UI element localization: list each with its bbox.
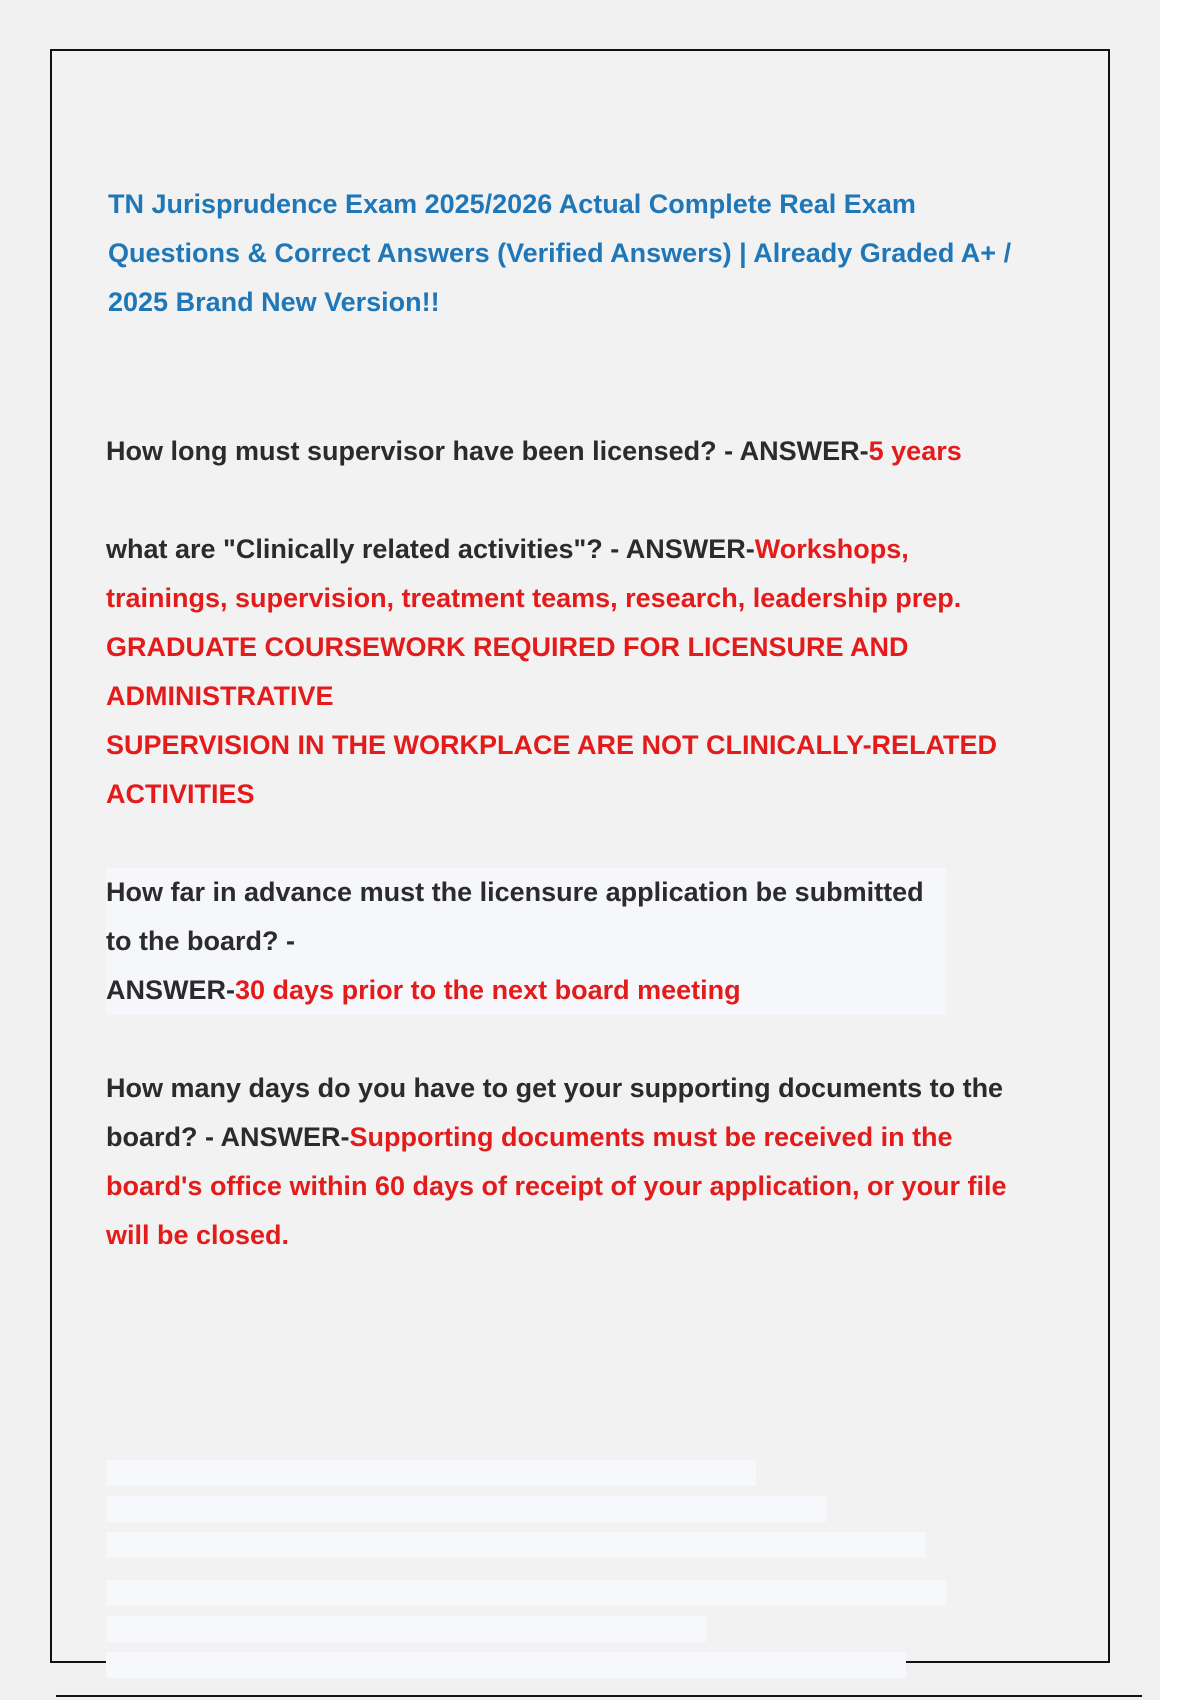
faded-line: [106, 1652, 906, 1678]
qa-item: [106, 868, 946, 1015]
answer-text: Workshops, trainings, supervision, treatment teams, research, leadership prep. GRADUATE COURSEWORK REQUIRED FOR LICENSURE AND ADMINISTRATIVE: [106, 534, 962, 711]
answer-text: 5 years: [868, 436, 962, 466]
answer-text: Supporting documents must be received in the board's office within 60 days of receipt of your application, or your file will be closed.: [106, 1122, 1007, 1250]
question-text: what are "Clinically related activities"? - ANSWER-: [106, 534, 755, 564]
question-text: How many days do you have to get your supporting documents to the board? - ANSWER-: [106, 1073, 1004, 1152]
answer-text-continued: ACTIVITIES: [106, 779, 255, 809]
question-text-continued: ANSWER-: [106, 975, 235, 1005]
faded-line: [106, 1460, 756, 1486]
answer-text-continued: SUPERVISION IN THE WORKPLACE ARE NOT CLINICALLY-RELATED: [106, 730, 998, 760]
qa-item: [106, 525, 1026, 819]
question-text: How far in advance must the licensure application be submitted to the board? -: [106, 877, 924, 956]
faded-line: [106, 1532, 926, 1558]
page-content: [106, 180, 1026, 1309]
page-bottom-rule: [56, 1695, 1142, 1697]
faded-text-area: [106, 1460, 946, 1700]
qa-list: [106, 427, 1026, 1260]
qa-item: [106, 1064, 1026, 1260]
document-title: TN Jurisprudence Exam 2025/2026 Actual Complete Real Exam Questions & Correct Answers (Verified Answers) | Already Graded A+ / 2025 Brand New Version!!: [108, 189, 1012, 317]
faded-line: [106, 1496, 826, 1522]
viewer-side-strip: [1160, 0, 1200, 1700]
question-text: How long must supervisor have been licensed? - ANSWER-: [106, 436, 869, 466]
answer-text: 30 days prior to the next board meeting: [235, 975, 741, 1005]
faded-line: [106, 1616, 706, 1642]
faded-line: [106, 1580, 946, 1606]
qa-item: [106, 427, 1026, 476]
